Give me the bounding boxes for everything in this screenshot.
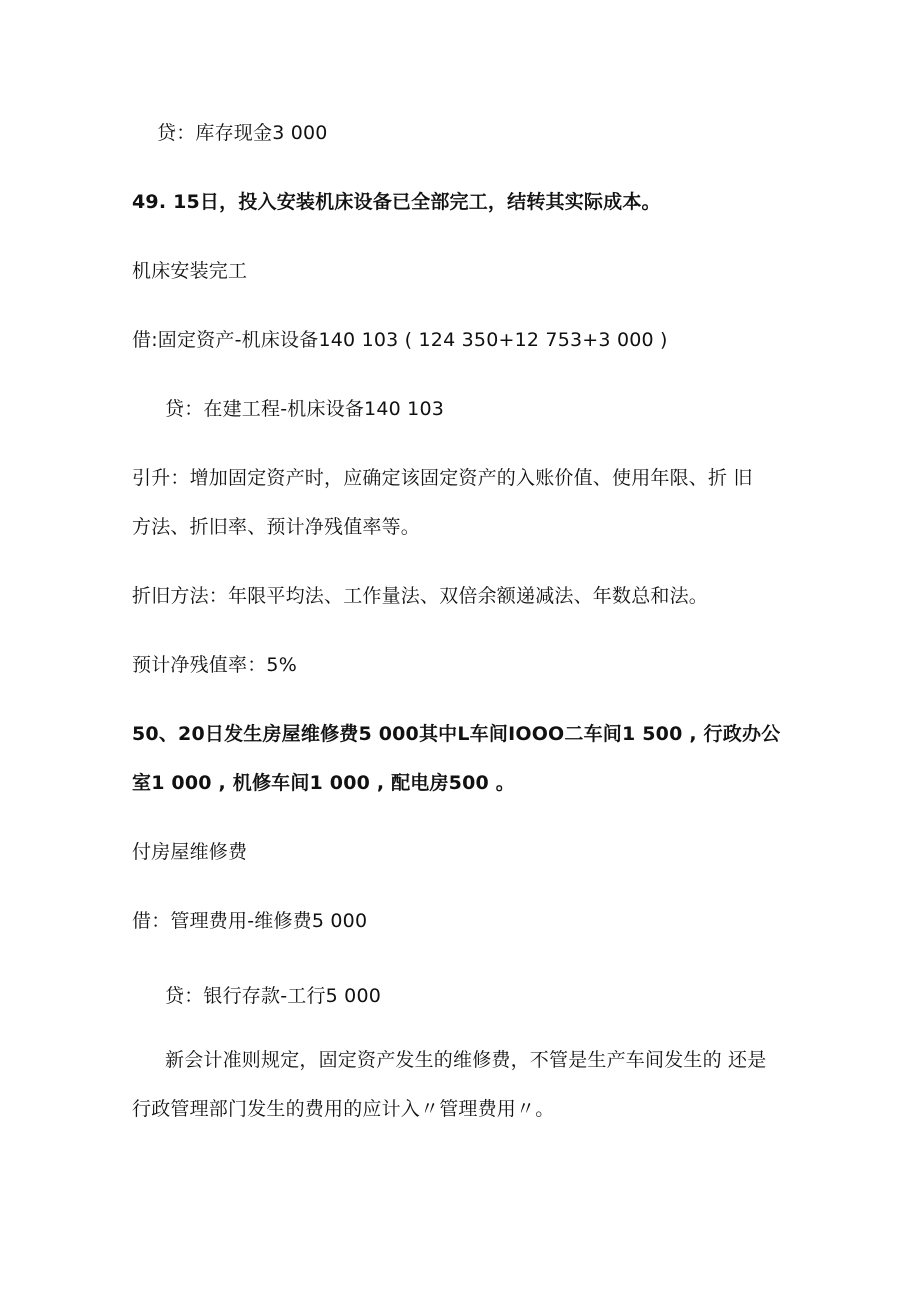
text-line-install-complete: 机床安装完工 [132,260,248,282]
heading-item-50-line2: 室1 000 , 机修车间1 000 , 配电房500 。 [132,772,515,794]
text-line-depreciation-methods: 折旧方法：年限平均法、工作量法、双倍余额递减法、年数总和法。 [132,585,709,607]
heading-item-50-line1: 50、20日发生房屋维修费5 000其中L车间IOOO二车间1 500 , 行政办公 [132,723,781,745]
text-line-credit-cash: 贷：库存现金3 000 [157,122,328,144]
text-line-debit-fixed-assets: 借:固定资产-机床设备140 103 ( 124 350+12 753+3 000 ) [132,329,668,351]
text-line-credit-construction: 贷：在建工程-机床设备140 103 [165,398,445,420]
text-line-credit-bank: 贷：银行存款-工行5 000 [165,985,382,1007]
text-line-standard-note-1: 新会计准则规定，固定资产发生的维修费，不管是生产车间发生的 还是 [165,1049,767,1071]
text-line-debit-admin-expense: 借：管理费用-维修费5 000 [132,910,368,932]
heading-item-49: 49. 15日，投入安装机床设备已全部完工，结转其实际成本。 [132,191,661,213]
text-line-salvage-rate: 预计净残值率：5% [132,654,297,676]
text-line-standard-note-2: 行政管理部门发生的费用的应计入〃管理费用〃。 [132,1098,555,1120]
text-line-pay-repair: 付房屋维修费 [132,841,248,863]
text-line-extension-2: 方法、折旧率、预计净残值率等。 [132,516,421,538]
text-line-extension-1: 引升：增加固定资产时，应确定该固定资产的入账价值、使用年限、折 旧 [132,467,753,489]
